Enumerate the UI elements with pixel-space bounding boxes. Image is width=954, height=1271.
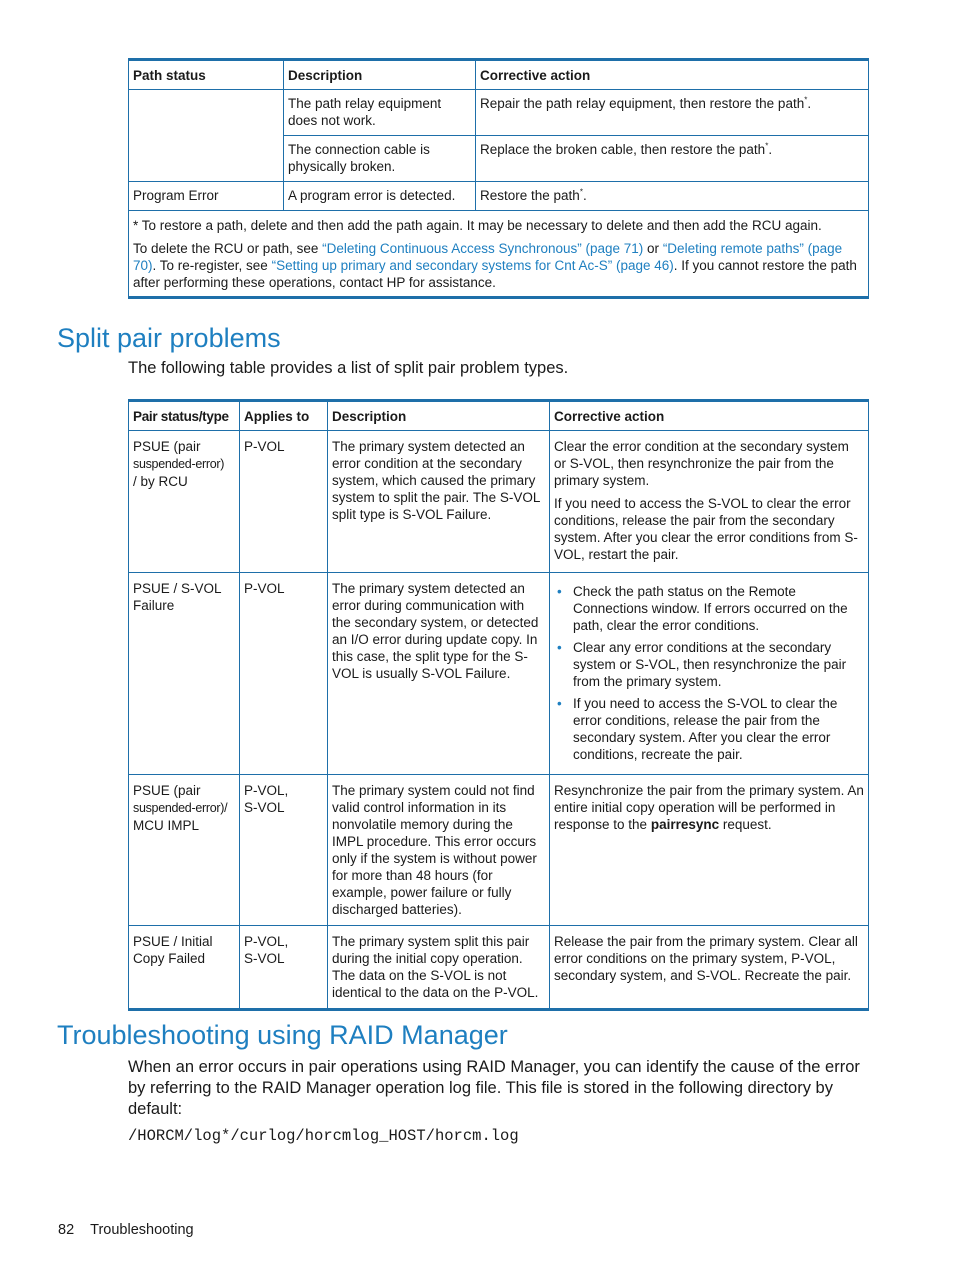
table-note	[129, 211, 869, 298]
corrective-action-cell: Resynchronize the pair from the primary system. An entire initial copy operation will be performed in response to the pairresync request.	[550, 775, 869, 926]
table-row	[129, 182, 869, 211]
description-cell: A program error is detected.	[284, 182, 476, 211]
table-note-row	[129, 211, 869, 298]
link-setting-up-systems[interactable]: “Setting up primary and secondary systems for Cnt Ac-S” (page 46)	[271, 258, 674, 273]
link-deleting-cnt-ac-s[interactable]: “Deleting Continuous Access Synchronous” (page 71)	[322, 241, 644, 256]
section-heading-raid-manager: Troubleshooting using RAID Manager	[57, 1020, 508, 1050]
footnote-text: * To restore a path, delete and then add the path again. It may be necessary to delete and then add the RCU again.	[133, 218, 822, 233]
list-item: • If you need to access the S-VOL to clear the error conditions, release the pair from the secondary system. After you clear the error conditions, recreate the pair.	[554, 695, 864, 763]
description-cell: The primary system detected an error condition at the secondary system, which caused the primary system to split the pair. The S-VOL split type is S-VOL Failure.	[328, 431, 550, 573]
page-footer	[58, 1222, 194, 1238]
footnote-mark: *	[765, 141, 769, 151]
path-status-table	[128, 58, 869, 299]
column-header: Corrective action	[476, 60, 869, 90]
footer-section-title: Troubleshooting	[90, 1222, 194, 1238]
column-header: Pair status/type	[129, 401, 240, 431]
list-item: • Check the path status on the Remote Connections window. If errors occurred on the path, clear the error conditions.	[554, 583, 864, 634]
column-header: Corrective action	[550, 401, 869, 431]
column-header: Applies to	[240, 401, 328, 431]
applies-to-cell: P-VOL	[240, 431, 328, 573]
corrective-action-cell: Repair the path relay equipment, then restore the path*.	[476, 90, 869, 136]
pair-status-cell: PSUE (pair suspended-error)/ MCU IMPL	[129, 775, 240, 926]
description-cell: The primary system detected an error during communication with the secondary system, or detected an I/O error during update copy. In this case, the split type for the S-VOL is usually S-VOL Failure.	[328, 573, 550, 775]
pair-status-cell: PSUE (pair suspended-error) / by RCU	[129, 431, 240, 573]
section-intro: The following table provides a list of split pair problem types.	[128, 359, 569, 377]
path-status-cell	[129, 90, 284, 182]
column-header: Description	[284, 60, 476, 90]
applies-to-cell: P-VOL, S-VOL	[240, 775, 328, 926]
corrective-action-cell	[550, 573, 869, 775]
pair-status-cell: PSUE / Initial Copy Failed	[129, 926, 240, 1010]
page-number: 82	[58, 1222, 75, 1238]
corrective-action-cell: Restore the path*.	[476, 182, 869, 211]
section-intro: When an error occurs in pair operations using RAID Manager, you can identify the cause of the error by referring to the RAID Manager operation log file. This file is stored in the following directory by default:	[128, 1058, 860, 1118]
table-row	[129, 573, 869, 775]
action-list	[554, 583, 864, 763]
applies-to-cell: P-VOL	[240, 573, 328, 775]
path-status-cell: Program Error	[129, 182, 284, 211]
description-cell: The primary system could not find valid control information in its nonvolatile memory during the IMPL procedure. This error occurs only if the system is without power for more than 48 hours (for example, power failure or fully discharged batteries).	[328, 775, 550, 926]
table-header-row	[129, 401, 869, 431]
description-cell: The primary system split this pair during the initial copy operation. The data on the S-VOL is not identical to the data on the P-VOL.	[328, 926, 550, 1010]
table-row	[129, 90, 869, 136]
section-heading-split-pair-problems: Split pair problems	[57, 323, 281, 353]
footnote-mark: *	[579, 187, 583, 197]
table-row	[129, 431, 869, 573]
split-pair-problems-table	[128, 399, 869, 1011]
description-cell: The connection cable is physically broken.	[284, 136, 476, 182]
applies-to-cell: P-VOL, S-VOL	[240, 926, 328, 1010]
link-deleting-remote-paths[interactable]: “Deleting remote paths” (page 70)	[133, 241, 843, 273]
table-row	[129, 775, 869, 926]
list-item: • Clear any error conditions at the secondary system or S-VOL, then resynchronize the pair from the primary system.	[554, 639, 864, 690]
column-header: Description	[328, 401, 550, 431]
table-row	[129, 926, 869, 1010]
log-file-path: /HORCM/log*/curlog/horcmlog_HOST/horcm.log	[128, 1127, 519, 1145]
corrective-action-cell: Replace the broken cable, then restore the path*.	[476, 136, 869, 182]
corrective-action-cell: Clear the error condition at the secondary system or S-VOL, then resynchronize the pair from the primary system. If you need to access the S-VOL to clear the error conditions, release the pair from the secondary system. After you clear the error conditions from S-VOL, restart the pair.	[550, 431, 869, 573]
column-header: Path status	[129, 60, 284, 90]
command-name: pairresync	[650, 817, 720, 832]
corrective-action-cell: Release the pair from the primary system. Clear all error conditions on the primary system, P-VOL, secondary system, and S-VOL. Recreate the pair.	[550, 926, 869, 1010]
pair-status-cell: PSUE / S-VOL Failure	[129, 573, 240, 775]
note-paragraph: To delete the RCU or path, see “Deleting Continuous Access Synchronous” (page 71) or “Deleting remote paths” (page 70). To re-register, see “Setting up primary and secondary systems for Cnt Ac-S” (page 46). If you cannot restore the path after performing these operations, contact HP for assistance.	[133, 241, 857, 290]
footnote-mark: *	[804, 95, 808, 105]
description-cell: The path relay equipment does not work.	[284, 90, 476, 136]
table-header-row	[129, 60, 869, 90]
